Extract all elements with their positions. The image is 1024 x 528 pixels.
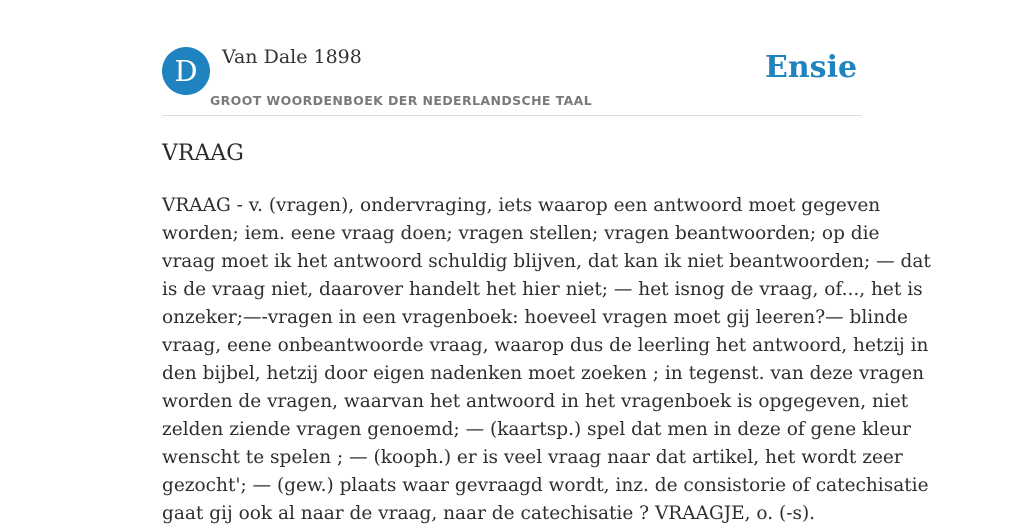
definition-line: worden de vragen, waarvan het antwoord in het vragenboek is opgegeven, niet [162,391,909,412]
definition-line: gezocht'; — (gew.) plaats waar gevraagd wordt, inz. de consistorie of catechisatie [162,475,929,496]
definition-line: vraag moet ik het antwoord schuldig blijven, dat kan ik niet beantwoorden; — dat [162,251,931,272]
entry-headword: VRAAG [162,141,244,166]
definition-line: gaat gij ook al naar de vraag, naar de catechisatie ? VRAAGJE, o. (-s). [162,503,816,524]
dictionary-logo[interactable] [162,47,210,95]
definition-line: is de vraag niet, daarover handelt het hier niet; — het isnog de vraag, of..., het is [162,279,923,300]
dictionary-title[interactable]: Van Dale 1898 [222,46,362,68]
header-divider [162,115,862,116]
definition-line: wenscht te spelen ; — (kooph.) er is veel vraag naar dat artikel, het wordt zeer [162,447,903,468]
definition-line: den bijbel, hetzij door eigen nadenken moet zoeken ; in tegenst. van deze vragen [162,363,925,384]
definition-line: zelden ziende vragen genoemd; — (kaartsp.) spel dat men in deze of gene kleur [162,419,911,440]
definition-line: VRAAG - v. (vragen), ondervraging, iets waarop een antwoord moet gegeven [162,195,881,216]
logo-letter: D [174,53,198,88]
definition-line: onzeker;—-vragen in een vragenboek: hoeveel vragen moet gij leeren?— blinde [162,307,908,328]
definition-line: worden; iem. eene vraag doen; vragen stellen; vragen beantwoorden; op die [162,223,880,244]
dictionary-subtitle: GROOT WOORDENBOEK DER NEDERLANDSCHE TAAL [210,93,593,108]
ensie-logo[interactable]: Ensie [765,50,858,85]
definition-line: vraag, eene onbeantwoorde vraag, waarop dus de leerling het antwoord, hetzij in [162,335,929,356]
entry-definition [162,192,931,528]
